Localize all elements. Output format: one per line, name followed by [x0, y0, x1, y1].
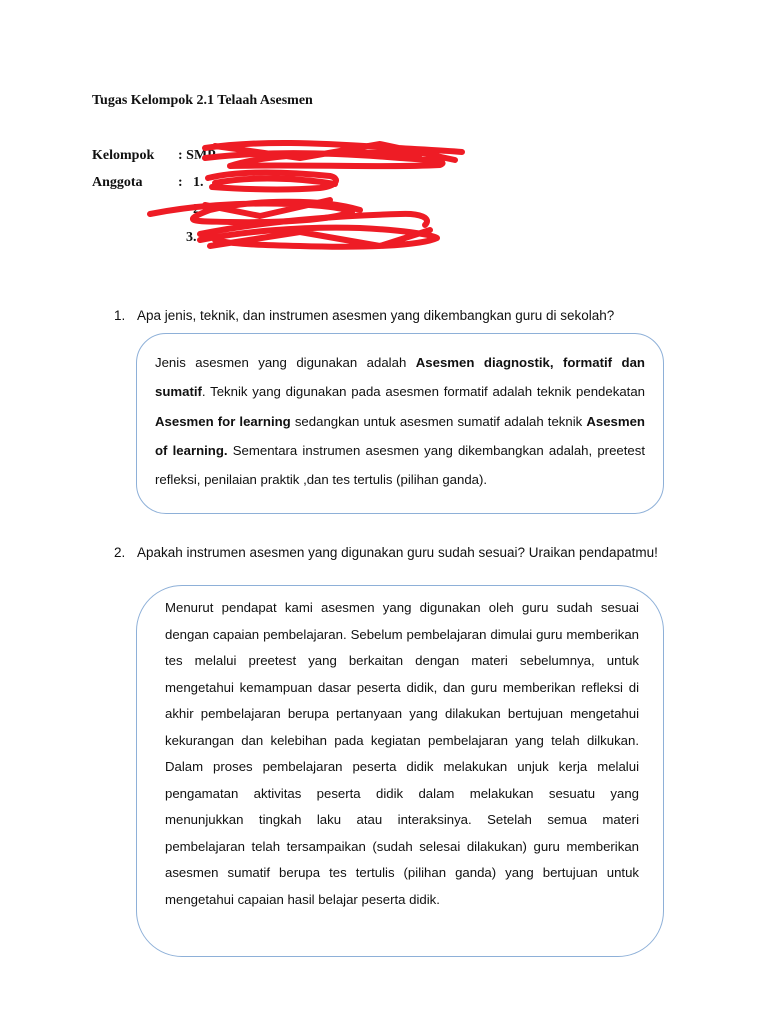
- answer-2-text: [165, 595, 639, 913]
- answer-1-segment: Jenis asesmen yang digunakan adalah: [155, 355, 416, 370]
- redaction-member-3: [200, 214, 437, 247]
- answer-2-segment: Menurut pendapat kami asesmen yang digunakan oleh guru sudah sesuai dengan capaian pembelajaran. Sebelum pembelajaran dimulai guru memberikan tes melalui preetest yang berkaitan dengan materi sebelumnya, untuk mengetahui kemampuan dasar peserta didik, dan guru memberikan refleksi di akhir pembelajaran berupa pertanyaan yang dilakukan bertujuan mengetahui kekurangan dan kelebihan pada kegiatan pembelajaran yang telah dilkukan. Dalam proses pembelajaran peserta didik melakukan unjuk kerja melalui pengamatan aktivitas peserta didik dalam melakukan sesuatu yang menunjukkan tingkah laku atau interaksinya. Setelah semua materi pembelajaran telah tersampaikan (sudah selesai dilakukan) guru memberikan asesmen sumatif berupa tes tertulis (pilihan ganda) yang bertujuan untuk mengetahui capaian hasil belajar peserta didik.: [165, 600, 639, 907]
- redaction-member-1: [208, 173, 336, 190]
- kelompok-value: : SMP: [178, 148, 216, 163]
- anggota-colon: :: [178, 175, 183, 190]
- answer-1-segment: Sementara instrumen asesmen yang dikembangkan adalah, preetest refleksi, penilaian praktik ,dan tes tertulis (pilihan ganda).: [155, 442, 645, 488]
- member-3-number: 3.: [186, 230, 197, 245]
- question-1-number: 1.: [114, 308, 126, 323]
- kelompok-label: Kelompok: [92, 148, 155, 163]
- document-title: Tugas Kelompok 2.1 Telaah Asesmen: [92, 93, 313, 108]
- redaction-kelompok: [205, 143, 462, 166]
- member-1-number: 1.: [193, 175, 204, 190]
- answer-1-segment: Asesmen of learning.: [155, 413, 645, 458]
- question-2-number: 2.: [114, 545, 126, 560]
- question-2-text: Apakah instrumen asesmen yang digunakan guru sudah sesuai? Uraikan pendapatmu!: [137, 545, 658, 560]
- answer-1-box: [136, 333, 664, 514]
- answer-1-segment: sedangkan untuk asesmen sumatif adalah teknik: [290, 413, 587, 429]
- anggota-row: [92, 175, 192, 191]
- answer-1-segment: Asesmen for learning: [155, 413, 291, 429]
- anggota-label: Anggota: [92, 175, 143, 190]
- answer-2-box: [136, 585, 664, 957]
- answer-1-segment: . Teknik yang digunakan pada asesmen formatif adalah teknik pendekatan: [201, 384, 645, 400]
- redaction-member-2: [150, 200, 360, 222]
- question-1-text: Apa jenis, teknik, dan instrumen asesmen yang dikembangkan guru di sekolah?: [137, 308, 615, 323]
- answer-1-segment: Asesmen diagnostik, formatif dan sumatif: [155, 355, 645, 400]
- kelompok-row: [92, 148, 216, 164]
- member-2-number: 2.: [193, 202, 204, 217]
- answer-1-text: [155, 348, 645, 494]
